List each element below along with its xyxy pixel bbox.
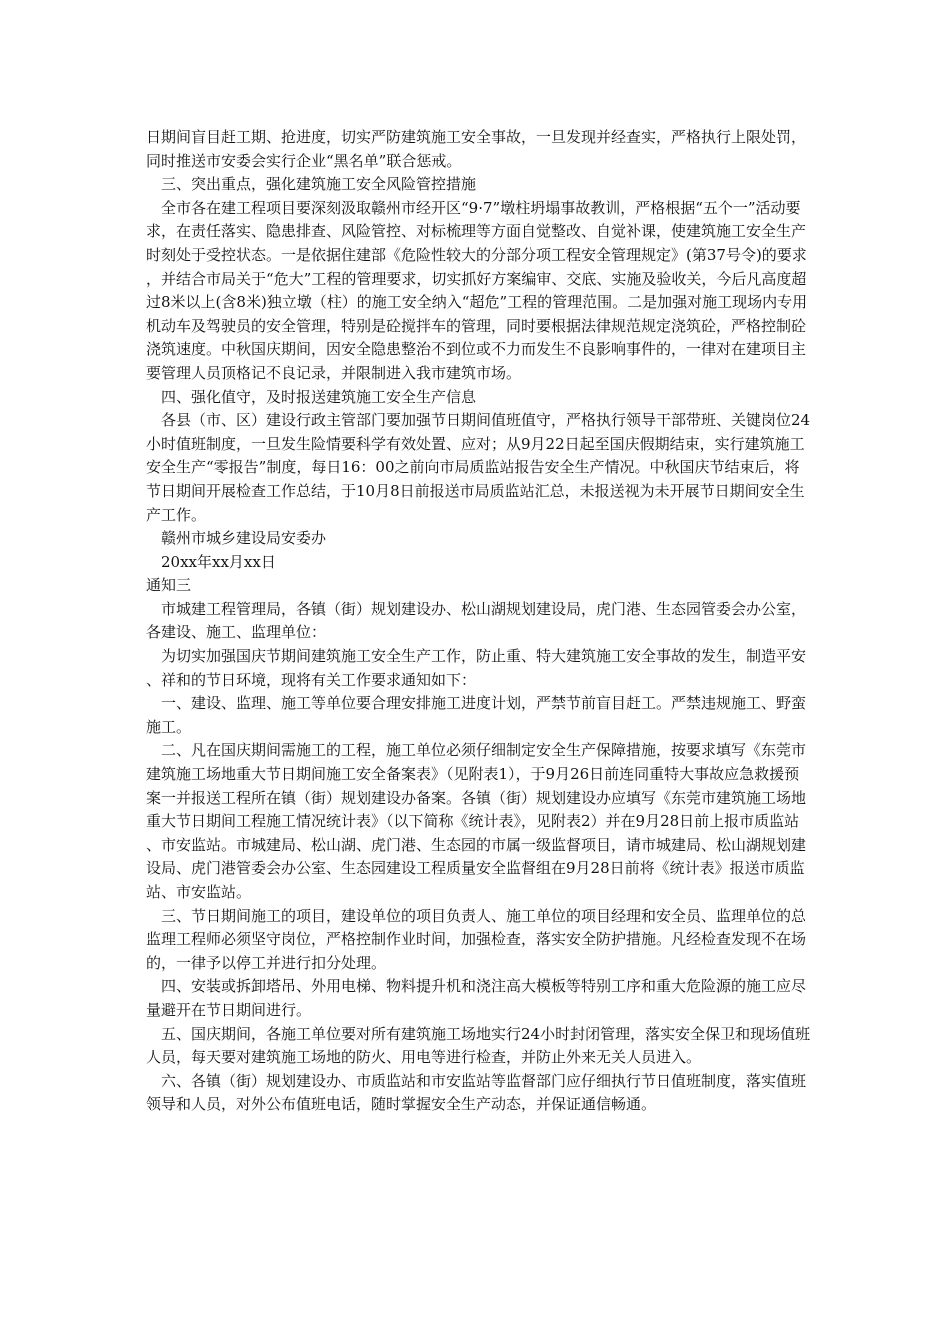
notice-item-3: 三、节日期间施工的项目，建设单位的项目负责人、施工单位的项目经理和安全员、监理单位的总监理工程师必须坚守岗位，严格控制作业时间，加强检查，落实安全防护措施。凡经检查发现不在场的，一律予以停工并进行扣分处理。: [146, 906, 807, 972]
paragraph-duty-reporting: 各县（市、区）建设行政主管部门要加强节日期间值班值守，严格执行领导干部带班、关键岗位24小时值班制度，一旦发生险情要科学有效处置、应对；从9月22日起至国庆假期结束，实行建筑施工安全生产“零报告”制度，每日16：00之前向市局质监站报告安全生产情况。中秋国庆节结束后，将节日期间开展检查工作总结，于10月8日前报送市局质监站汇总，未报送视为未开展节日期间安全生产工作。: [146, 411, 811, 524]
document-body: [146, 126, 811, 1117]
signature-date: 20xx年xx月xx日: [161, 552, 276, 571]
notice-item-1: 一、建设、监理、施工等单位要合理安排施工进度计划，严禁节前盲目赶工。严禁违规施工、野蛮施工。: [146, 694, 807, 736]
notice-recipients: 市城建工程管理局，各镇（街）规划建设办、松山湖规划建设局，虎门港、生态园管委会办公室，各建设、施工、监理单位：: [146, 599, 807, 642]
section-heading-4: 四、强化值守，及时报送建筑施工安全生产信息: [161, 387, 477, 406]
notice-intro: 为切实加强国庆节期间建筑施工安全生产工作，防止重、特大建筑施工安全事故的发生，制造平安、祥和的节日环境，现将有关工作要求通知如下：: [146, 647, 807, 689]
notice-item-6: 六、各镇（街）规划建设办、市质监站和市安监站等监督部门应仔细执行节日值班制度，落实值班领导和人员，对外公布值班电话，随时掌握安全生产动态，并保证通信畅通。: [146, 1071, 807, 1114]
notice-item-2: 二、凡在国庆期间需施工的工程，施工单位必须仔细制定安全生产保障措施，按要求填写《东莞市建筑施工场地重大节日期间施工安全备案表》（见附表1），于9月26日前连同重特大事故应急救援预案一并报送工程所在镇（街）规划建设办备案。各镇（街）规划建设办应填写《东莞市建筑施工场地重大节日期间工程施工情况统计表》（以下简称《统计表》，见附表2）并在9月28日前上报市质监站、市安监站。市城建局、松山湖、虎门港、生态园的市属一级监督项目，请市城建局、松山湖规划建设局、虎门港管委会办公室、生态园建设工程质量安全监督组在9月28日前将《统计表》报送市质监站、市安监站。: [146, 741, 807, 901]
paragraph-continued-text: 日期间盲目赶工期、抢进度，切实严防建筑施工安全事故，一旦发现并经查实，严格执行上限处罚，同时推送市安委会实行企业“黑名单”联合惩戒。: [146, 128, 807, 170]
notice-item-4: 四、安装或拆卸塔吊、外用电梯、物料提升机和浇注高大模板等特别工序和重大危险源的施工应尽量避开在节日期间进行。: [146, 977, 807, 1019]
notice-item-5: 五、国庆期间，各施工单位要对所有建筑施工场地实行24小时封闭管理，落实安全保卫和现场值班人员，每天要对建筑施工场地的防火、用电等进行检查，并防止外来无关人员进入。: [146, 1024, 811, 1067]
signature-issuer: 赣州市城乡建设局安委办: [161, 529, 327, 548]
paragraph-risk-control: 全市各在建工程项目要深刻汲取赣州市经开区“9·7”墩柱坍塌事故教训，严格根据“五个一”活动要求，在责任落实、隐患排查、风险管控、对标梳理等方面自觉整改、自觉补课，使建筑施工安全生产时刻处于受控状态。一是依据住建部《危险性较大的分部分项工程安全管理规定》(第37号令)的要求，并结合市局关于“危大”工程的管理要求，切实抓好方案编审、交底、实施及验收关，今后凡高度超过8米以上(含8米)独立墩（柱）的施工安全纳入“超危”工程的管理范围。二是加强对施工现场内专用机动车及驾驶员的安全管理，特别是砼搅拌车的管理，同时要根据法律规范规定浇筑砼，严格控制砼浇筑速度。中秋国庆期间，因安全隐患整治不到位或不力而发生不良影响事件的，一律对在建项目主要管理人员顶格记不良记录，并限制进入我市建筑市场。: [146, 198, 808, 382]
notice-title: 通知三: [146, 576, 192, 595]
section-heading-3: 三、突出重点，强化建筑施工安全风险管控措施: [161, 175, 477, 194]
